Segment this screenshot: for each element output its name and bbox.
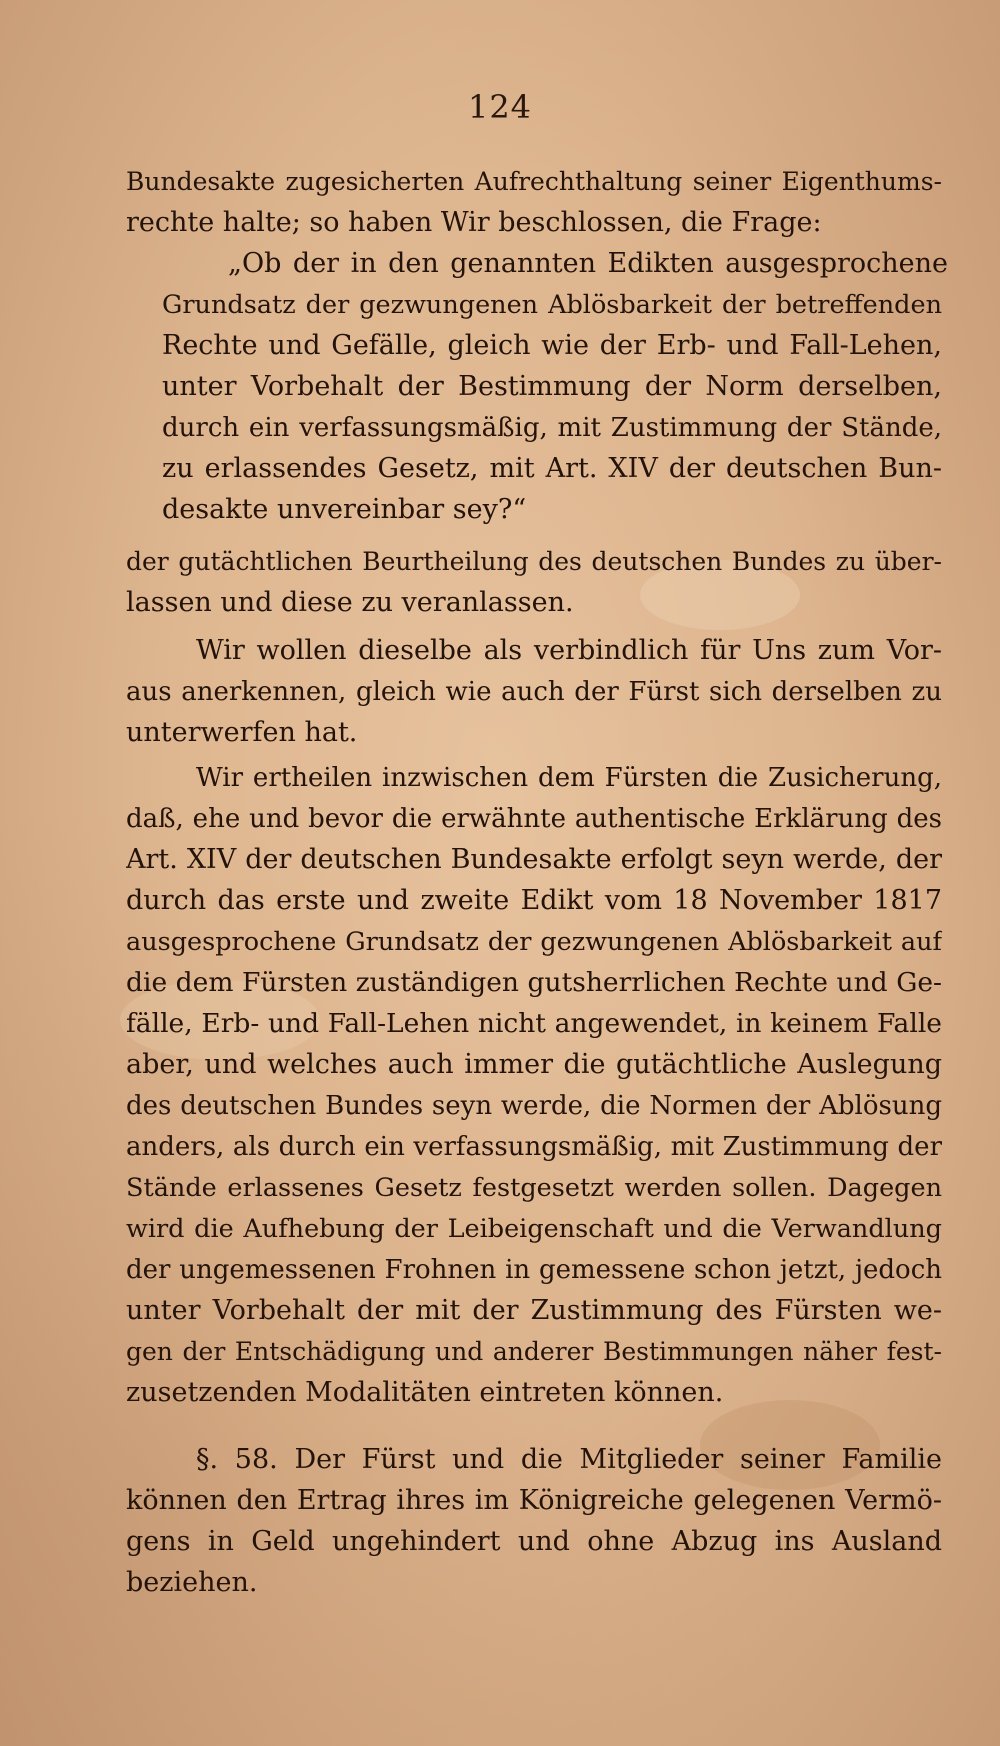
text-line: wird die Aufhebung der Leibeigenschaft und die Verwandlung — [126, 1214, 942, 1244]
page-number: 124 — [467, 88, 533, 126]
text-line: §. 58. Der Fürst und die Mitglieder seiner Familie — [196, 1444, 942, 1475]
text-line: zusetzenden Modalitäten eintreten können. — [126, 1377, 724, 1408]
text-line: können den Ertrag ihres im Königreiche gelegenen Vermö- — [126, 1485, 942, 1516]
text-line: durch ein verfassungsmäßig, mit Zustimmung der Stände, — [162, 413, 942, 443]
text-line: Stände erlassenes Gesetz festgesetzt werden sollen. Dagegen — [126, 1173, 942, 1203]
text-line: beziehen. — [126, 1567, 258, 1598]
text-line: rechte halte; so haben Wir beschlossen, die Frage: — [126, 207, 822, 238]
text-line: gen der Entschädigung und anderer Bestimmungen näher fest- — [126, 1337, 942, 1366]
text-line: Grundsatz der gezwungenen Ablösbarkeit der betreffenden — [162, 290, 942, 320]
text-line: Bundesakte zugesicherten Aufrechthaltung seiner Eigenthums- — [126, 167, 942, 196]
text-line: Wir wollen dieselbe als verbindlich für Uns zum Vor- — [196, 635, 942, 666]
text-line: aber, und welches auch immer die gutächtliche Auslegung — [126, 1049, 942, 1080]
text-line: „Ob der in den genannten Edikten ausgesprochene — [228, 248, 948, 279]
text-line: Wir ertheilen inzwischen dem Fürsten die Zusicherung, — [196, 763, 942, 793]
text-line: fälle, Erb- und Fall-Lehen nicht angewendet, in keinem Falle — [126, 1008, 942, 1039]
text-line: Art. XIV der deutschen Bundesakte erfolgt seyn werde, der — [126, 844, 942, 875]
text-line: ausgesprochene Grundsatz der gezwungenen Ablösbarkeit auf — [126, 927, 942, 957]
text-line: aus anerkennen, gleich wie auch der Fürst sich derselben zu — [126, 677, 942, 707]
text-line: Rechte und Gefälle, gleich wie der Erb- und Fall-Lehen, — [162, 330, 942, 361]
text-line: gens in Geld ungehindert und ohne Abzug ins Ausland — [126, 1526, 942, 1557]
text-line: zu erlassendes Gesetz, mit Art. XIV der deutschen Bun- — [162, 453, 942, 484]
text-line: durch das erste und zweite Edikt vom 18 November 1817 — [126, 885, 942, 916]
text-line: die dem Fürsten zuständigen gutsherrlichen Rechte und Ge- — [126, 967, 942, 998]
text-line: der gutächtlichen Beurtheilung des deutschen Bundes zu über- — [126, 547, 942, 576]
text-line: der ungemessenen Frohnen in gemessene schon jetzt, jedoch — [126, 1255, 942, 1285]
text-line: unter Vorbehalt der mit der Zustimmung des Fürsten we- — [126, 1295, 942, 1326]
text-line: des deutschen Bundes seyn werde, die Normen der Ablösung — [126, 1091, 942, 1121]
text-line: unter Vorbehalt der Bestimmung der Norm derselben, — [162, 371, 942, 402]
text-line: lassen und diese zu veranlassen. — [126, 587, 574, 618]
text-line: unterwerfen hat. — [126, 717, 358, 748]
text-line: daß, ehe und bevor die erwähnte authentische Erklärung des — [126, 804, 942, 834]
text-line: desakte unvereinbar sey?“ — [162, 494, 527, 525]
text-line: anders, als durch ein verfassungsmäßig, mit Zustimmung der — [126, 1132, 942, 1162]
